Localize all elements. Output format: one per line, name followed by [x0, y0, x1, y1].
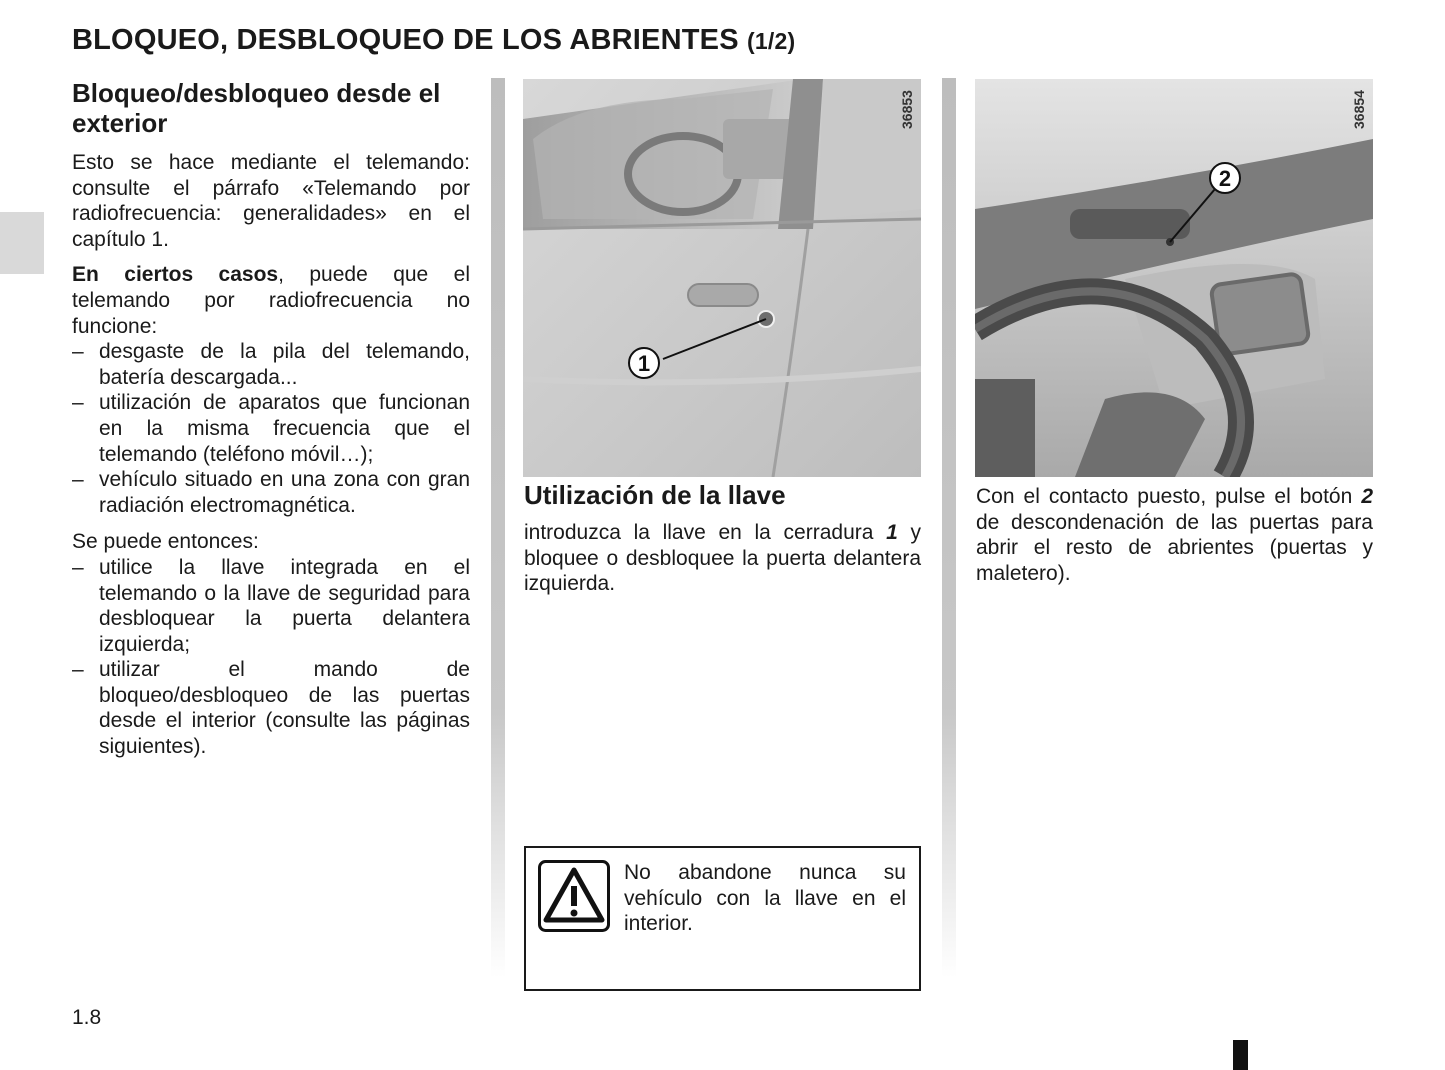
callout-2: 2: [1218, 166, 1232, 191]
cases-rest: , puede que el telemando por radiofrecuencia no funcione:: [72, 263, 470, 338]
warning-text: No abandone nunca su vehículo con la llave en el interior.: [624, 861, 906, 936]
figure-code-dashboard: 36854: [1351, 90, 1367, 129]
dashboard-illustration-icon: [975, 79, 1373, 477]
section-key: [524, 480, 921, 597]
list-item: – vehículo situado en una zona con gran radiación electromagnética.: [72, 467, 470, 518]
figure-code-door: 36853: [899, 90, 915, 129]
cases-list: [72, 339, 470, 518]
list-item: – utilización de aparatos que funcionan en la misma frecuencia que el telemando (teléfono móvil…);: [72, 390, 470, 467]
page-number: 1.8: [72, 1006, 102, 1029]
warning-triangle-icon: [538, 860, 610, 932]
door-illustration: [523, 79, 921, 477]
section-exterior-intro: Esto se hace mediante el telemando: consulte el párrafo «Telemando por radiofrecuencia: generalidades» en el capítulo 1.: [72, 151, 470, 251]
dashboard-illustration: [975, 79, 1373, 477]
section-key-text-b: y bloquee o desbloquee la puerta delantera izquierda.: [524, 521, 921, 596]
section-button: [976, 484, 1373, 586]
section-exterior: [72, 78, 470, 760]
section-exterior-heading: Bloqueo/desbloqueo desde el exterior: [72, 78, 441, 138]
section-key-text: [524, 520, 921, 597]
door-lock-illustration-icon: [523, 79, 921, 477]
section-button-text: [976, 484, 1373, 586]
section-key-heading: Utilización de la llave: [524, 480, 786, 510]
options-list: [72, 555, 470, 760]
page-title-text: BLOQUEO, DESBLOQUEO DE LOS ABRIENTES: [72, 24, 739, 56]
list-item: – desgaste de la pila del telemando, batería descargada...: [72, 339, 470, 390]
cases-bold: En ciertos casos: [72, 263, 279, 287]
then-text: Se puede entonces:: [72, 530, 259, 554]
column-divider-right: [942, 78, 956, 978]
column-divider-left: [491, 78, 505, 978]
section-end-mark: [1233, 1040, 1248, 1070]
page-title: [72, 24, 795, 57]
section-button-text-a: Con el contacto puesto, pulse el botón: [976, 485, 1362, 508]
page-part: (1/2): [747, 28, 796, 54]
list-item: – utilice la llave integrada en el telemando o la llave de seguridad para desbloquear la puerta delantera izquierda;: [72, 555, 470, 657]
section-key-text-a: introduzca la llave en la cerradura: [524, 521, 887, 544]
section-button-text-b: de descondenación de las puertas para abrir el resto de abrientes (puertas y maletero).: [976, 510, 1373, 585]
button-ref-2: 2: [1361, 485, 1373, 508]
callout-1: 1: [637, 351, 651, 376]
chapter-tab: [0, 212, 44, 274]
warning-box: [524, 846, 921, 991]
key-ref-1: 1: [886, 521, 898, 544]
list-item: – utilizar el mando de bloqueo/desbloqueo de las puertas desde el interior (consulte las páginas siguientes).: [72, 657, 470, 759]
cases-paragraph: [72, 262, 470, 339]
